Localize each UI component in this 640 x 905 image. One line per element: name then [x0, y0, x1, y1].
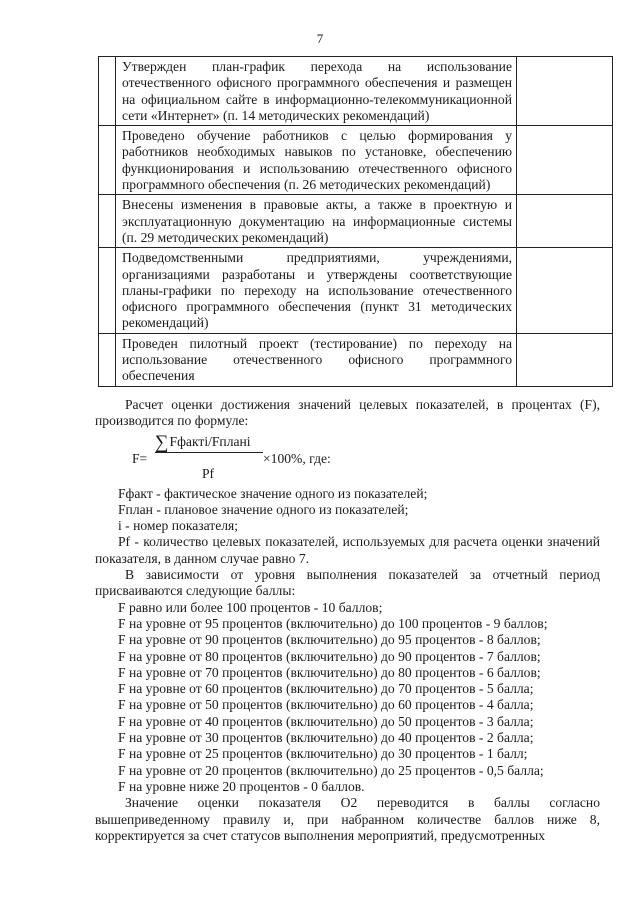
table-row: [99, 333, 613, 386]
list-item: F на уровне от 70 процентов (включительно) до 80 процентов - 6 баллов;: [118, 664, 541, 680]
list-item: F на уровне ниже 20 процентов - 0 баллов.: [118, 778, 365, 794]
list-item: F на уровне от 95 процентов (включительно) до 100 процентов - 9 баллов;: [118, 615, 548, 631]
list-item: F на уровне от 20 процентов (включительно) до 25 процентов - 0,5 балла;: [118, 762, 544, 778]
row-number-cell: [99, 126, 116, 195]
list-item: F на уровне от 50 процентов (включительно) до 60 процентов - 4 балла;: [118, 697, 534, 713]
list-item: F на уровне от 25 процентов (включительно) до 30 процентов - 1 балл;: [118, 746, 528, 762]
table-row: [99, 126, 613, 195]
measure-cell: Внесены изменения в правовые акты, а также в проектную и эксплуатационную документацию на информационные системы (п. 29 методических рекомендаций): [116, 195, 517, 248]
formula-rhs: ×100%, где:: [263, 450, 331, 466]
table-row: [99, 195, 613, 248]
status-cell: [517, 195, 613, 248]
list-item: F на уровне от 30 процентов (включительно) до 40 процентов - 2 балла;: [118, 730, 534, 746]
formula-denominator: Pf: [202, 465, 215, 481]
formula-intro: Расчет оценки достижения значений целевых показателей, в процентах (F), производится по формуле:: [95, 397, 600, 429]
row-number-cell: [99, 248, 116, 333]
sigma-symbol: ∑: [155, 431, 169, 453]
table-row: [99, 248, 613, 333]
list-item: F на уровне от 40 процентов (включительно) до 50 процентов - 3 балла;: [118, 713, 534, 729]
definition-index: i - номер показателя;: [118, 518, 239, 534]
row-number-cell: [99, 195, 116, 248]
definition-pf: Pf - количество целевых показателей, используемых для расчета оценки значений показателя, в данном случае равно 7.: [95, 534, 600, 566]
list-item: F равно или более 100 процентов - 10 баллов;: [118, 599, 383, 615]
status-cell: [517, 248, 613, 333]
status-cell: [517, 333, 613, 386]
measure-cell: Проведен пилотный проект (тестирование) по переходу на использование отечественного офисного программного обеспечения: [116, 333, 517, 386]
formula-lhs: F=: [132, 450, 148, 466]
measure-cell: Подведомственными предприятиями, учреждениями, организациями разработаны и утверждены соответствующие планы-графики по переходу на использование отечественного офисного программного обеспечения (пункт 31 методических рекомендаций): [116, 248, 517, 333]
measure-cell: Проведено обучение работников с целью формирования у работников необходимых навыков по установке, обеспечению функционирования и использованию отечественного офисного программного обеспечения (п. 26 методических рекомендаций): [116, 126, 517, 195]
status-cell: [517, 126, 613, 195]
list-item: F на уровне от 60 процентов (включительно) до 70 процентов - 5 балла;: [118, 681, 534, 697]
formula-numerator: [155, 431, 263, 453]
scores-intro: В зависимости от уровня выполнения показателей за отчетный период присваиваются следующие баллы:: [95, 567, 600, 599]
scores-list: [118, 600, 600, 796]
closing-paragraph: Значение оценки показателя О2 переводится в баллы согласно вышеприведенному правилу и, при набранном количестве баллов ниже 8, корректируется за счет статусов выполнения мероприятий, предусмотренных: [95, 795, 600, 843]
table-row: [99, 57, 613, 126]
definition-fact: Fфакт - фактическое значение одного из показателей;: [118, 485, 428, 501]
row-number-cell: [99, 57, 116, 126]
body-text: [95, 397, 600, 844]
status-cell: [517, 57, 613, 126]
row-number-cell: [99, 333, 116, 386]
measure-cell: Утвержден план-график перехода на использование отечественного офисного программного обеспечения и размещен на официальном сайте в информационно-телекоммуникационной сети «Интернет» (п. 14 методических рекомендаций): [116, 57, 517, 126]
formula: [132, 432, 600, 482]
list-item: F на уровне от 90 процентов (включительно) до 95 процентов - 8 баллов;: [118, 632, 541, 648]
formula-numerator-text: Fфакті/Fплані: [169, 433, 251, 449]
page-number: 7: [316, 31, 324, 46]
list-item: F на уровне от 80 процентов (включительно) до 90 процентов - 7 баллов;: [118, 648, 541, 664]
measures-table: [98, 56, 613, 387]
definition-plan: Fплан - плановое значение одного из показателей;: [118, 501, 409, 517]
